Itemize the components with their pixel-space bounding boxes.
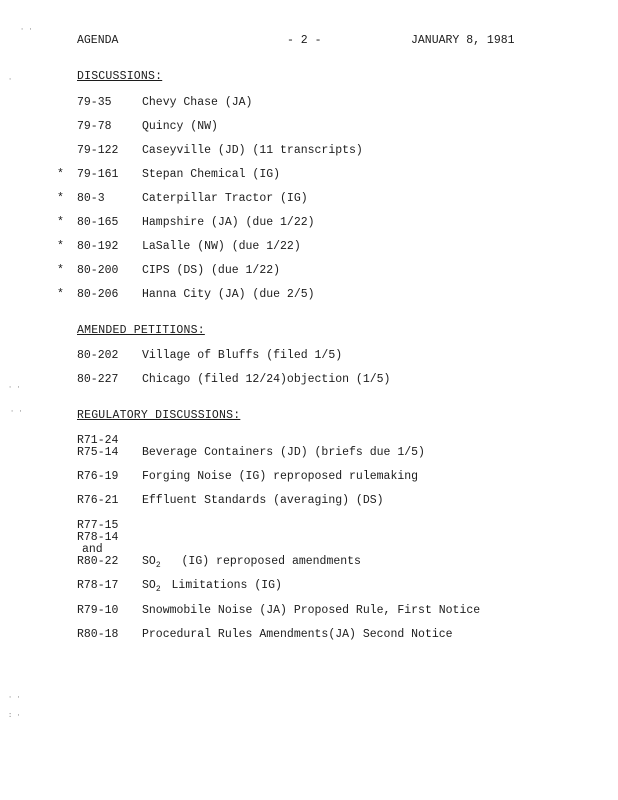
docket-number: 79-35 [77,96,112,109]
case-description: Hampshire (JA) (due 1/22) [142,216,315,229]
priority-asterisk: * [57,216,64,229]
docket-number: 79-78 [77,120,112,133]
reg-docket-number: R78-14 [77,531,119,544]
scan-speck: · · [10,408,23,416]
discussions-heading: DISCUSSIONS: [77,70,163,83]
reg-docket-number: R80-22 [77,555,119,568]
case-description: Hanna City (JA) (due 2/5) [142,288,315,301]
reg-docket-number: R75-14 [77,446,119,459]
docket-number: 79-122 [77,144,119,157]
case-description: LaSalle (NW) (due 1/22) [142,240,301,253]
docket-number: 80-200 [77,264,119,277]
amended-petitions-heading: AMENDED PETITIONS: [77,324,205,337]
scan-speck: · · [20,26,33,34]
priority-asterisk: * [57,240,64,253]
priority-asterisk: * [57,288,64,301]
reg-docket-number: R77-15 [77,519,119,532]
reg-docket-number: R79-10 [77,604,119,617]
case-description: Quincy (NW) [142,120,218,133]
docket-number: 80-206 [77,288,119,301]
case-description: Stepan Chemical (IG) [142,168,281,181]
header-agenda-label: AGENDA [77,34,119,47]
petition-description: Chicago (filed 12/24)objection (1/5) [142,373,391,386]
docket-number: 79-161 [77,168,119,181]
reg-item-description: Effluent Standards (averaging) (DS) [142,494,384,507]
case-description: Caterpillar Tractor (IG) [142,192,308,205]
reg-item-description: Snowmobile Noise (JA) Proposed Rule, First Notice [142,604,481,617]
discussion-item [0,264,618,280]
case-description: Chevy Chase (JA) [142,96,253,109]
reg-docket-number: R76-21 [77,494,119,507]
discussion-item [0,240,618,256]
discussion-item [0,144,618,160]
discussion-item [0,192,618,208]
so2-formula: $SO_2$ [142,579,161,594]
header-date: JANUARY 8, 1981 [411,34,515,47]
reg-docket-number: R71-24 [77,434,119,447]
regulatory-discussions-heading: REGULATORY DISCUSSIONS: [77,409,241,422]
discussion-item [0,168,618,184]
discussion-item [0,96,618,112]
reg-docket-number: R76-19 [77,470,119,483]
so2-formula: $SO_2$ [142,555,161,570]
discussion-item [0,216,618,232]
docket-number: 80-165 [77,216,119,229]
reg-docket-number: R78-17 [77,579,119,592]
scan-speck: : · [8,712,21,720]
priority-asterisk: * [57,192,64,205]
reg-item-description: Procedural Rules Amendments(JA) Second Notice [142,628,453,641]
case-description: CIPS (DS) (due 1/22) [142,264,281,277]
docket-number: 80-192 [77,240,119,253]
case-description: Caseyville (JD) (11 transcripts) [142,144,363,157]
docket-number: 80-227 [77,373,119,386]
scan-speck: · [8,76,13,84]
petition-description: Village of Bluffs (filed 1/5) [142,349,343,362]
scan-speck: · · [8,694,21,702]
discussion-item [0,288,618,304]
amended-petition-item [0,373,618,389]
reg-item-description: $SO_2$ (IG) reproposed amendments [142,555,361,570]
reg-docket-number: R80-18 [77,628,119,641]
reg-item-description: Beverage Containers (JD) (briefs due 1/5) [142,446,425,459]
docket-number: 80-3 [77,192,105,205]
reg-and-connector: and [82,543,103,556]
reg-item-description: $SO_2$ Limitations (IG) [142,579,282,594]
priority-asterisk: * [57,168,64,181]
discussion-item [0,120,618,136]
priority-asterisk: * [57,264,64,277]
reg-item-description: Forging Noise (IG) reproposed rulemaking [142,470,419,483]
header-page-number: - 2 - [287,34,322,47]
scan-speck: · · [8,384,21,392]
docket-number: 80-202 [77,349,119,362]
amended-petition-item [0,349,618,365]
